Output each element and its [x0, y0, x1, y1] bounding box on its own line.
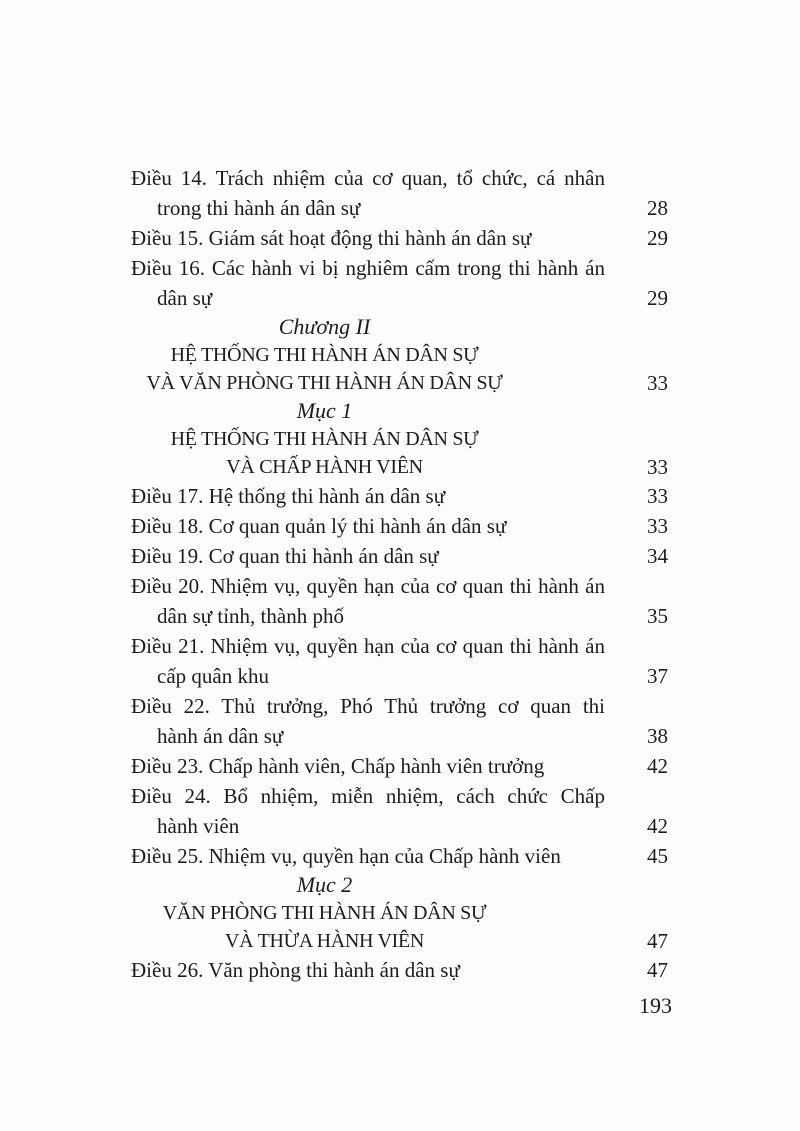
- section-heading: [131, 927, 668, 955]
- toc-entry-text: Điều 20. Nhiệm vụ, quyền hạn của cơ quan thi hành án: [131, 574, 605, 598]
- chapter-label: [131, 313, 668, 341]
- section-label: [131, 871, 668, 899]
- toc-page-number: 33: [647, 484, 668, 508]
- toc-page-number: 34: [647, 544, 668, 568]
- section-label-text: Mục 1: [296, 398, 353, 423]
- toc-entry: [131, 781, 668, 811]
- table-of-contents: [131, 163, 668, 985]
- folio-page-number: 193: [639, 993, 672, 1018]
- toc-entry: [131, 541, 668, 571]
- chapter-heading: [131, 341, 668, 369]
- toc-page-number: 45: [647, 844, 668, 868]
- toc-entry-text: Điều 22. Thủ trưởng, Phó Thủ trưởng cơ quan thi: [131, 694, 605, 718]
- section-heading: [131, 899, 668, 927]
- toc-entry: [131, 511, 668, 541]
- toc-entry-text: Điều 21. Nhiệm vụ, quyền hạn của cơ quan thi hành án: [131, 634, 605, 658]
- toc-entry-text: Điều 16. Các hành vi bị nghiêm cấm trong thi hành án: [131, 256, 605, 280]
- toc-entry-text: cấp quân khu: [157, 664, 269, 688]
- chapter-heading-text: HỆ THỐNG THI HÀNH ÁN DÂN SỰ: [170, 344, 479, 366]
- toc-entry-continuation: [131, 601, 668, 631]
- section-label: [131, 397, 668, 425]
- toc-entry: [131, 571, 668, 601]
- toc-entry: [131, 253, 668, 283]
- section-heading-text: VĂN PHÒNG THI HÀNH ÁN DÂN SỰ: [162, 902, 487, 924]
- toc-entry-text: Điều 25. Nhiệm vụ, quyền hạn của Chấp hành viên: [131, 844, 561, 868]
- toc-entry: [131, 163, 668, 193]
- toc-page-number: 42: [647, 814, 668, 838]
- toc-entry-text: dân sự tỉnh, thành phố: [157, 604, 344, 628]
- section-heading: [131, 425, 668, 453]
- toc-entry-text: hành viên: [157, 814, 240, 838]
- toc-entry-text: Điều 17. Hệ thống thi hành án dân sự: [131, 484, 446, 508]
- chapter-heading: [131, 369, 668, 397]
- toc-entry-text: Điều 14. Trách nhiệm của cơ quan, tổ chức, cá nhân: [131, 166, 605, 190]
- section-heading-text: HỆ THỐNG THI HÀNH ÁN DÂN SỰ: [170, 428, 479, 450]
- toc-page-number: 37: [647, 664, 668, 688]
- toc-entry-text: hành án dân sự: [157, 724, 284, 748]
- toc-entry: [131, 223, 668, 253]
- section-heading-text: VÀ THỪA HÀNH VIÊN: [224, 930, 425, 952]
- toc-page-number: 42: [647, 754, 668, 778]
- toc-entry: [131, 751, 668, 781]
- toc-page-number: 35: [647, 604, 668, 628]
- toc-entry: [131, 841, 668, 871]
- toc-entry-text: Điều 26. Văn phòng thi hành án dân sự: [131, 958, 460, 982]
- toc-page-number: 29: [647, 226, 668, 250]
- toc-page-number: 29: [647, 286, 668, 310]
- toc-entry: [131, 481, 668, 511]
- toc-entry-text: Điều 24. Bổ nhiệm, miễn nhiệm, cách chức Chấp: [131, 784, 605, 808]
- toc-entry-continuation: [131, 283, 668, 313]
- chapter-heading-text: VÀ VĂN PHÒNG THI HÀNH ÁN DÂN SỰ: [146, 372, 503, 394]
- toc-page-number: 38: [647, 724, 668, 748]
- toc-entry-continuation: [131, 811, 668, 841]
- section-heading-text: VÀ CHẤP HÀNH VIÊN: [226, 456, 423, 478]
- section-label-text: Mục 2: [296, 872, 353, 897]
- toc-page-number: 33: [647, 455, 668, 479]
- toc-entry-text: Điều 15. Giám sát hoạt động thi hành án dân sự: [131, 226, 532, 250]
- toc-page-number: 47: [647, 958, 668, 982]
- toc-entry-text: Điều 23. Chấp hành viên, Chấp hành viên trưởng: [131, 754, 545, 778]
- toc-entry-continuation: [131, 661, 668, 691]
- toc-entry: [131, 955, 668, 985]
- toc-entry-text: dân sự: [157, 286, 213, 310]
- toc-entry-continuation: [131, 193, 668, 223]
- toc-entry-text: Điều 18. Cơ quan quản lý thi hành án dân sự: [131, 514, 507, 538]
- chapter-label-text: Chương II: [278, 314, 371, 339]
- section-heading: [131, 453, 668, 481]
- toc-entry: [131, 631, 668, 661]
- toc-entry: [131, 691, 668, 721]
- toc-entry-text: trong thi hành án dân sự: [157, 196, 361, 220]
- toc-entry-text: Điều 19. Cơ quan thi hành án dân sự: [131, 544, 439, 568]
- toc-page-number: 33: [647, 514, 668, 538]
- toc-page-number: 33: [647, 371, 668, 395]
- toc-page-number: 28: [647, 196, 668, 220]
- toc-entry-continuation: [131, 721, 668, 751]
- toc-page-number: 47: [647, 929, 668, 953]
